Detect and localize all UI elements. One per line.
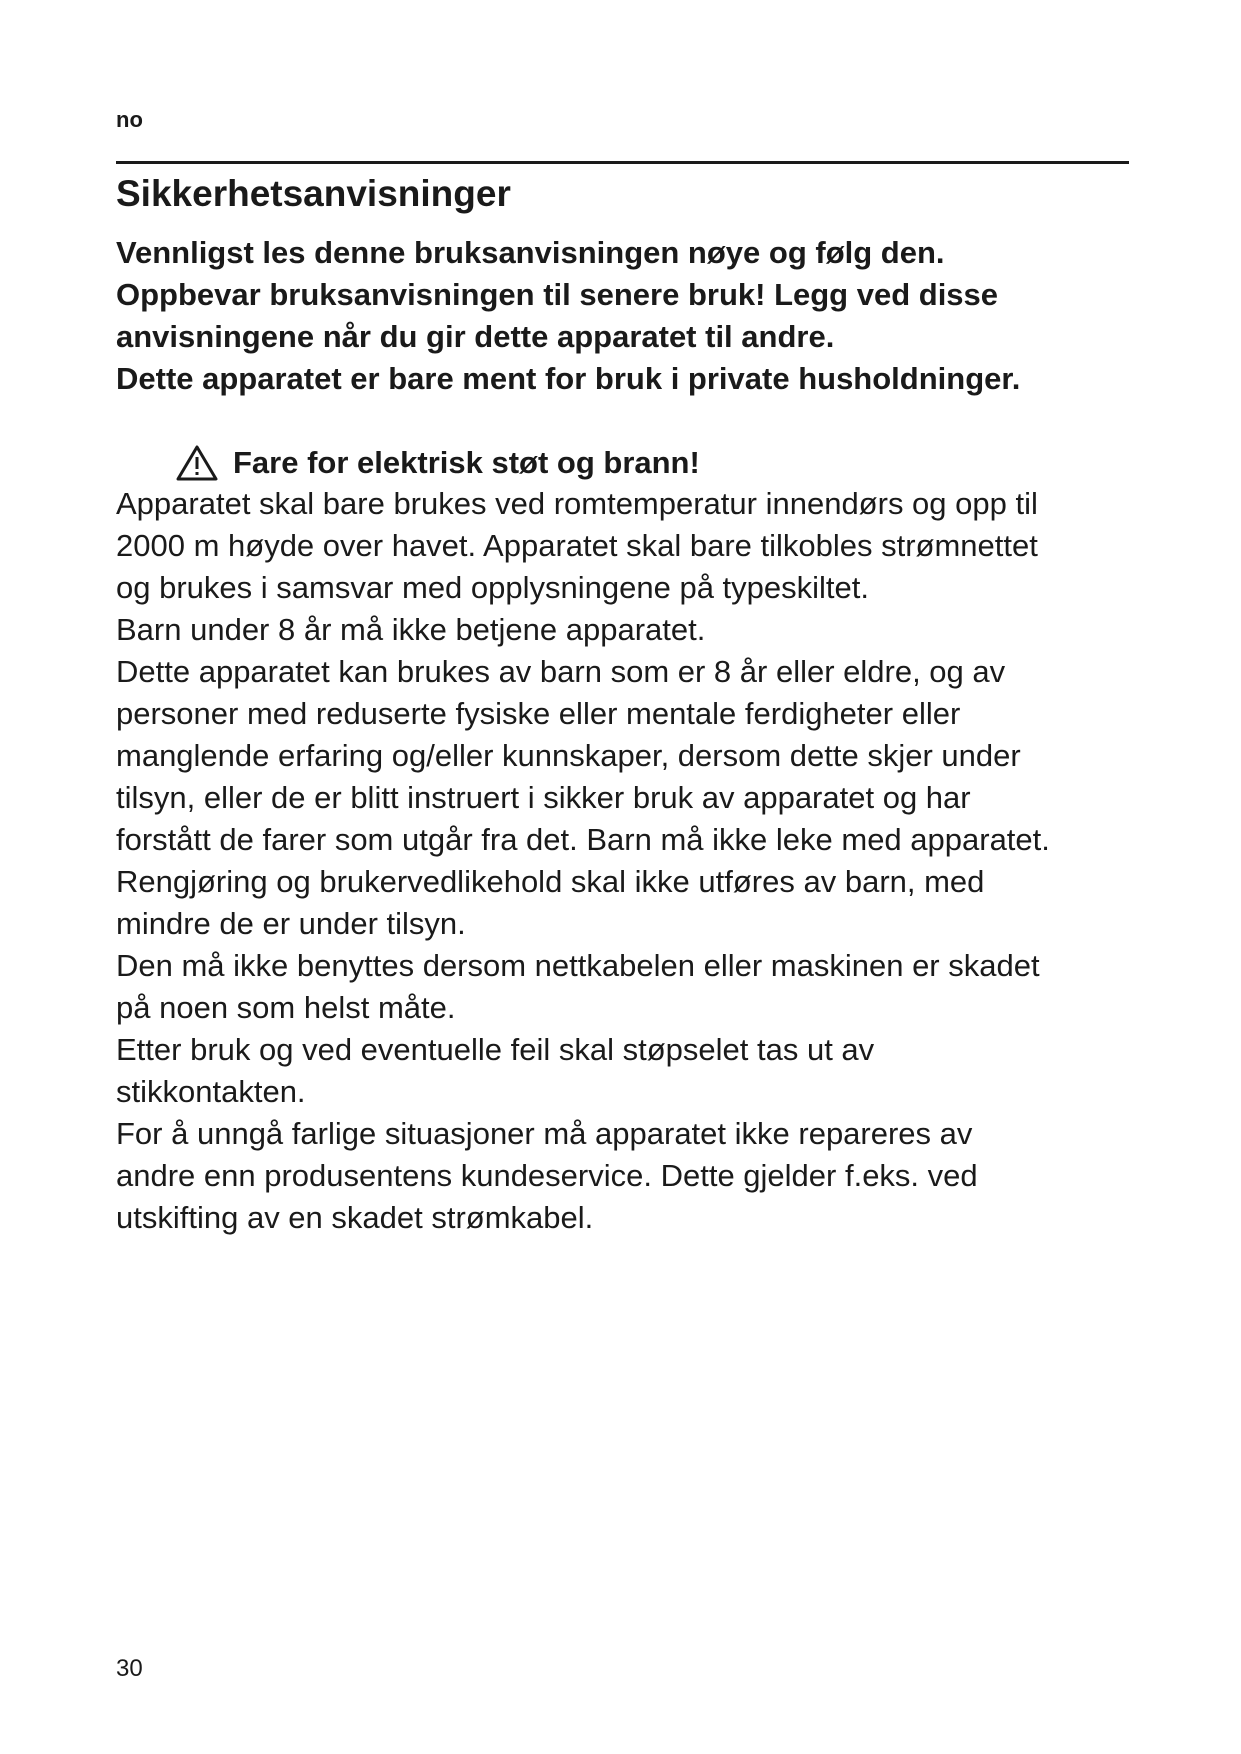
body-line: Barn under 8 år må ikke betjene apparatet.	[116, 612, 706, 647]
body-line: Den må ikke benyttes dersom nettkabelen eller maskinen er skadet	[116, 948, 1040, 983]
language-code: no	[116, 107, 143, 132]
body-line: For å unngå farlige situasjoner må apparatet ikke repareres av	[116, 1116, 973, 1151]
intro-line: Dette apparatet er bare ment for bruk i private husholdninger.	[116, 361, 1021, 396]
body-line: tilsyn, eller de er blitt instruert i sikker bruk av apparatet og har	[116, 780, 971, 815]
section-title: Sikkerhetsanvisninger	[116, 173, 511, 214]
body-line: Rengjøring og brukervedlikehold skal ikke utføres av barn, med	[116, 864, 985, 899]
body-line: Dette apparatet kan brukes av barn som er 8 år eller eldre, og av	[116, 654, 1006, 689]
page-number: 30	[116, 1655, 143, 1682]
body-line: forstått de farer som utgår fra det. Barn må ikke leke med apparatet.	[116, 822, 1050, 857]
safety-body	[116, 483, 1156, 1239]
intro-block	[116, 232, 1156, 400]
body-line: andre enn produsentens kundeservice. Dette gjelder f.eks. ved	[116, 1158, 978, 1193]
warning-heading	[175, 443, 700, 483]
body-line: 2000 m høyde over havet. Apparatet skal bare tilkobles strømnettet	[116, 528, 1038, 563]
body-line: manglende erfaring og/eller kunnskaper, dersom dette skjer under	[116, 738, 1021, 773]
body-line: og brukes i samsvar med opplysningene på typeskiltet.	[116, 570, 870, 605]
body-line: Apparatet skal bare brukes ved romtemperatur innendørs og opp til	[116, 486, 1038, 521]
body-line: på noen som helst måte.	[116, 990, 456, 1025]
body-line: personer med reduserte fysiske eller mentale ferdigheter eller	[116, 696, 961, 731]
body-line: utskifting av en skadet strømkabel.	[116, 1200, 594, 1235]
body-line: stikkontakten.	[116, 1074, 306, 1109]
warning-heading-text: Fare for elektrisk støt og brann!	[233, 445, 700, 480]
intro-line: Oppbevar bruksanvisningen til senere bruk! Legg ved disse	[116, 277, 999, 312]
intro-line: anvisningene når du gir dette apparatet til andre.	[116, 319, 835, 354]
body-line: Etter bruk og ved eventuelle feil skal støpselet tas ut av	[116, 1032, 875, 1067]
header-divider	[116, 161, 1129, 164]
body-line: mindre de er under tilsyn.	[116, 906, 466, 941]
warning-triangle-icon	[175, 444, 219, 482]
intro-line: Vennligst les denne bruksanvisningen nøye og følg den.	[116, 235, 945, 270]
